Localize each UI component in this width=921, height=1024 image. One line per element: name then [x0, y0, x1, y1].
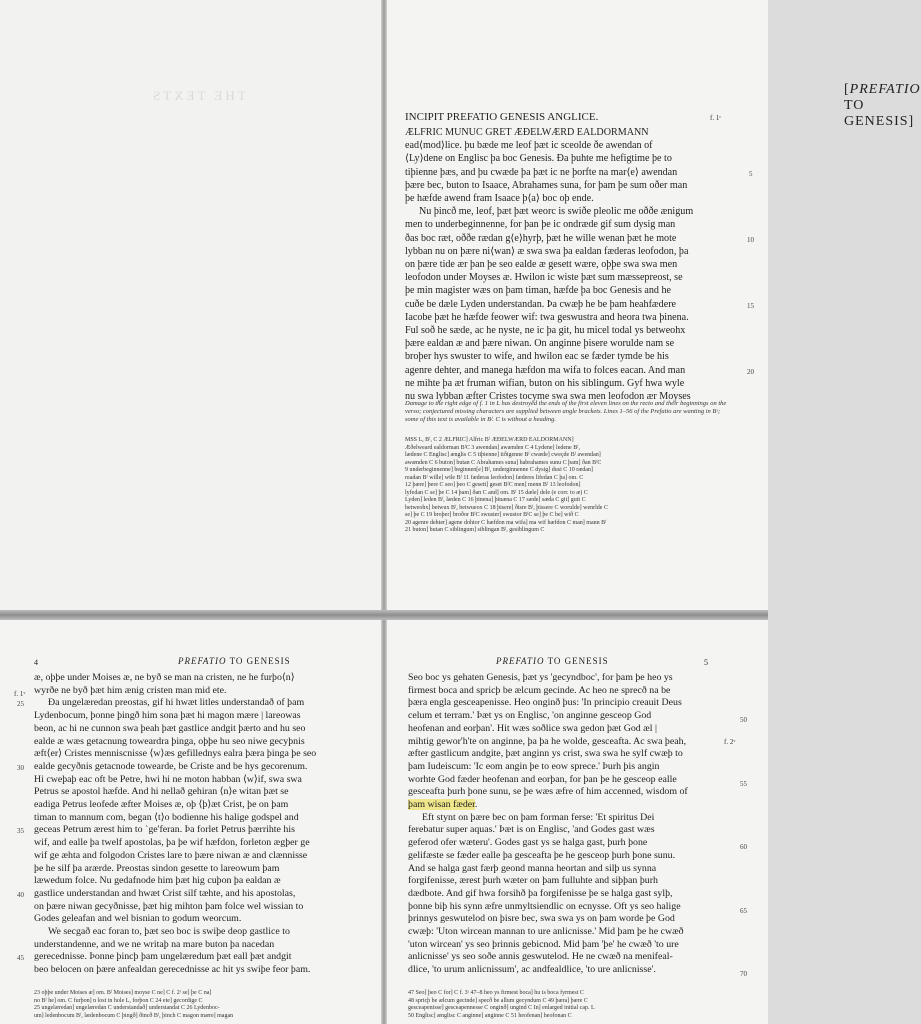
- text-block: æ, oþþe under Moises æ, ne byð se man na cristen, ne he furþo⟨n⟩ wyrðe ne byð þæt him ænig cristen man mid ete. Ða ungelæredan preostas, gif hi hwæt litles understandað of þam Lydenbocum, þonne þingð him sona þæt hi magon mære | lareowas beon, ac hi ne cunnon swa þeah þæt gastlice andgit þærto and hu seo ealde æ wæs getacnung toweardra þinga, oþþe hu seo niwe gecyþnis æft⟨er⟩ Cristes mennisсnisse ⟨w⟩æs gefillednys ealra þæra þinga þe seo ealde gecyðnis getacnode towearde, be Criste and be hys gecorenum. Hi cweþaþ eac oft be Petre, hwi hi ne moton habban ⟨w⟩if, swa swa Petrus se apostol hæfde. And hi nellað gehiran ⟨n⟩e witan þæt se eadiga Petrus leofede æfter Moises æ, oþ ⟨þ⟩æt Crist, þe on þam timan to mannum com, began ⟨t⟩o bodienne his halige godspel and geceas Petrum ærest him to `ge'feran. Þa forlet Petrus þærrihte his wif, and ealle þa twelf apostolas, þa þe wif hæfdon, forleton ægþer ge wif ge æhta and folgodon Cristes lare to þære niwan æ and clænnisse þe he silf þa arærde. Preostas sindon gesette to lareowum þam læwedum folce. Nu gedafnode him þæt hig cuþon þa ealdan æ gastlice understandan and hwæt Crist silf tæhte, and his apostolas, on þære niwan gecyðnisse, þæt hig mihton þam folce wel wissian to Godes geleafan and wel bisnian to godum weorcum. We secgað eac foran to, þæt seo boc is swiþe deop gastlice to understandenne, and we ne writaþ na mare buton þa nacedan gerecednisse. Þonne þincþ þam ungelæredum þæt eall þæt andgit beo belocen on þære anfealdan gerecednisse ac hit ys swiþe feor þam.: [34, 672, 317, 976]
- critical-apparatus: 47 Seo] þeo C for] C f. 3ʳ 47–8 heo ys firmest boca] hu is boca fyrmest C 48 spricþ be ælcum gecinde] specð be allum gecyndum C 49 þæra] þære C gesceapenisse] gesceapennesse C onginð] ungind C In] enlarged initial cap. L 50 Englisc] ænglisc C anginne] anginne C 51 heofenan] heofonan C: [408, 990, 595, 1019]
- line-number: 50: [740, 716, 747, 724]
- book-gutter: [381, 0, 387, 1024]
- text-block: Seo boc ys gehaten Genesis, þæt ys 'gecyndboc', for þam þe heo ys firmest boca and spricþ be ælcum gecinde. Ac heo ne sprecð na be þæra engla gesceapenisse. Heo onginð þus: 'In principio creauit Deus celum et terram.' Þæt ys on Englisc, 'on anginne gesceop God heofenan and eorþan'. Hit wæs soðlice swa gedon þæt God æl | mihtig gewor'h'te on anginne, þa þa he wolde, gesceafta. Ac swa þeah, æfter gastlicum andgite, þæt anginn ys crist, swa swa he sylf cwæþ to þam Iudeiscum: 'Ic eom angin þe to eow sprece.' Þurh þis angin worhte God fæder heofenan and eorþan, for þan þe he gesceop ealle gesceafta þurh þone sunu, se þe wæs æfre of him accenned, wisdom of þam wisan fæder. Eft stynt on þære bec on þam forman ferse: 'Et spiritus Dei ferebatur super aquas.' Þæt is on Englisc, 'and Godes gast wæs geferod ofer wæteru'. Godes gast ys se halga gast, þurh þone gelifæste se fæder ealle þa gesceafta þe he gesceop þurh þone sunu. And se halga gast færþ geond manna heortan and silþ us synna forgifenisse, ærest þurh wæter on þam fulluhte and siþþan þurh dædbote. And gif hwa forsihð þa forgifenisse þe se halga gast sylþ, þonne biþ his synn æfre unmyltsiendlic on ecnysse. Oft ys seo halige þrinnys geswutelod on þisre bec, swa swa ys on þam worde þe God cwæþ: 'Uton wircean mannan to ure anlicnisse.' Mid þam þe he cwæð 'uton wircean' ys seo þrinnis gebicnod. Mid þam 'þe' he cwæð 'to ure anlicnisse' ys seo soðe annis geswutelod. He ne cwæð na menifeal- dlice, 'to urum anlicnissum', ac andfealdlice, 'to ure anlicnisse'.: [408, 672, 688, 976]
- folio-marker: f. 2ᵛ: [724, 738, 736, 746]
- incipit-heading: INCIPIT PREFATIO GENESIS ANGLICE.: [405, 111, 599, 123]
- page-number: 5: [704, 658, 708, 667]
- line-number: 55: [740, 780, 747, 788]
- line-number: 40: [17, 891, 24, 899]
- highlighted-phrase: þam wisan fæder: [408, 799, 475, 811]
- line-number: 10: [747, 236, 754, 244]
- text-block: ÆLFRIC MUNUC GRET ÆÐELWÆRD EALDORMANN ead⟨mod⟩lice. þu bæde me leof þæt ic sceolde ðe awendan of ⟨Ly⟩dene on Englisc þa boc Genesis. Ða þuhte me hefigtime þe to tiþienne þæs, and þu cwæde þa þæt ic ne þorfte na mar⟨e⟩ awendan þære bec, buton to Isaace, Abrahames suna, for þam þe sum oðer man þe hæfde awend fram Isaace þ⟨a⟩ boc oþ ende. Nu þincð me, leof, þæt þæt weorc is swiðe pleolic me oððe ænigum men to underbeginnenne, for þan þe ic ondræde gif sum dysig man ðas boc ræt, oððe rædan g⟨e⟩hyrþ, þæt he wille wenan þæt he mote lybban nu on þære ni⟨wan⟩ æ swa swa þa ealdan fæderas leofodon, þa on þære tide ær þan þe seo ealde æ gesett wære, oþþe swa swa men leofodon under Moyses æ. Hwilon ic wiste þæt sum mæssepreost, se þe min magister wæs on þam timan, hæfde þa boc Genesis and he cuðe be dæle Lyden understandan. Þa cwæþ he be þam heahfæderе Iacobe þæt he hæfde feower wif: twa geswustra and heora twa þinena. Ful soð he sæde, ac he nyste, ne ic þa git, hu micel todal ys betweohx þære ealdan æ and þære niwan. On anginne þisere worulde nam se broþer hys swuster to wife, and hwilon eac se fæder tymde be his agenre dehter, and manega hæfdon ma wifa to folces eacan. And man ne mihte þa æt fruman wifian, buton on his siblingum. Gyf hwa wyle nu swa lybban æfter Cristes tocyme swa swa men leofodon ær Moyses: [405, 127, 694, 403]
- folio-marker: f. 1ᵛ: [14, 690, 26, 698]
- running-head: PREFATIO TO GENESIS: [178, 656, 291, 666]
- critical-apparatus: 23 oþþe under Moises æ] om. Bᶠ Moises] moyse C ne] C f. 2ʳ se] þe C na] no Bᶠ he] om. C furþon] n lost in hole L, forþon C 24 ete] gecordige C 25 ungelæredan] ungelæredan C understandað] understandat C 26 Lydenboc- um] ledenbocum Bᶠ, lædenbocum C þingð] ðincð Bᶠ, þinch C magon mære] magan: [34, 990, 234, 1019]
- line-number: 45: [17, 954, 24, 962]
- page-5: [384, 618, 768, 1024]
- page-number: 4: [34, 658, 38, 667]
- folio-marker: f. 1ʳ: [710, 114, 721, 122]
- line-number: 60: [740, 843, 747, 851]
- line-number: 15: [747, 302, 754, 310]
- show-through-text: THE TEXTS: [150, 88, 246, 103]
- line-number: 20: [747, 368, 754, 376]
- line-number: 35: [17, 827, 24, 835]
- blank-verso-page: [0, 0, 384, 612]
- page-4: [0, 618, 384, 1024]
- running-head: PREFATIO TO GENESIS: [496, 656, 609, 666]
- line-number: 30: [17, 764, 24, 772]
- page-title: [PREFATIO TO GENESIS]: [844, 82, 921, 129]
- line-number: 65: [740, 907, 747, 915]
- line-number: 70: [740, 970, 747, 978]
- line-number: 25: [17, 700, 24, 708]
- line-number: 5: [749, 170, 753, 178]
- critical-apparatus: MSS L, Bᶠ, C 2 ÆLFRIC] Alfric Bᶠ ÆÐELWÆRD EALDORMANN] Æðelweard ealdorman BᶠC 3 awendan] awænden C 4 Lydene] ledene Bᶠ, lædene C Englisc] ænglis C 5 tiþienne] tiðigenne Bᶠ cwæde] cweçde Bᶠ awendan] awænden C 6 buton] butan C Abrahames suna] habrahames sunu C þam] ðan BᶠC 9 underbeginnenne] beginnen[e] Bᶠ, underginnenne C dysig] dusi C 10 rædan] readan Bᶠ wille] wile Bᶠ 11 fæderas leofodon] fæderes lifedan C þa] om. C 12 þære] þere C seo] þeo C gesett] geset BᶠC men] menn Bᶠ 13 leofodon] lyfedan C se] þe C 14 þam] ðan C and] om. Bᶠ 15 dæle] dele (e corr. to æ) C Lyden] leden Bᶠ, læden C 16 þinena] þinæna C 17 sæde] sæda C git] guit C betweohx] betwux Bᶠ, betwueox C 18 þisere] ðisre Bᶠ, þissere C worulde] wenrlde C se] þe C 19 broþer] broðor BᶠC swuster] swustor BᶠC se] þe C be] wið C 20 agenre dehter] agene dohtor C hæfdon ma wifa] ma wif hæfdon C man] mann Bᶠ 21 buton] butan C siblingum] siblingan Bᶠ, gesiblingum C: [405, 437, 608, 533]
- page-prefatio-title: [384, 0, 921, 612]
- damage-note: Damage to the right edge of f. 1 in L has destroyed the ends of the first eleven lines on the recto and their beginnings on the verso; conjectured missing characters are supplied between angle brackets. Lines 1–56 of the Prefatio are wanting in Bᶜ; some of this text is available in Bᶠ. C is without a heading.: [405, 400, 727, 423]
- scan-seam: [0, 610, 768, 620]
